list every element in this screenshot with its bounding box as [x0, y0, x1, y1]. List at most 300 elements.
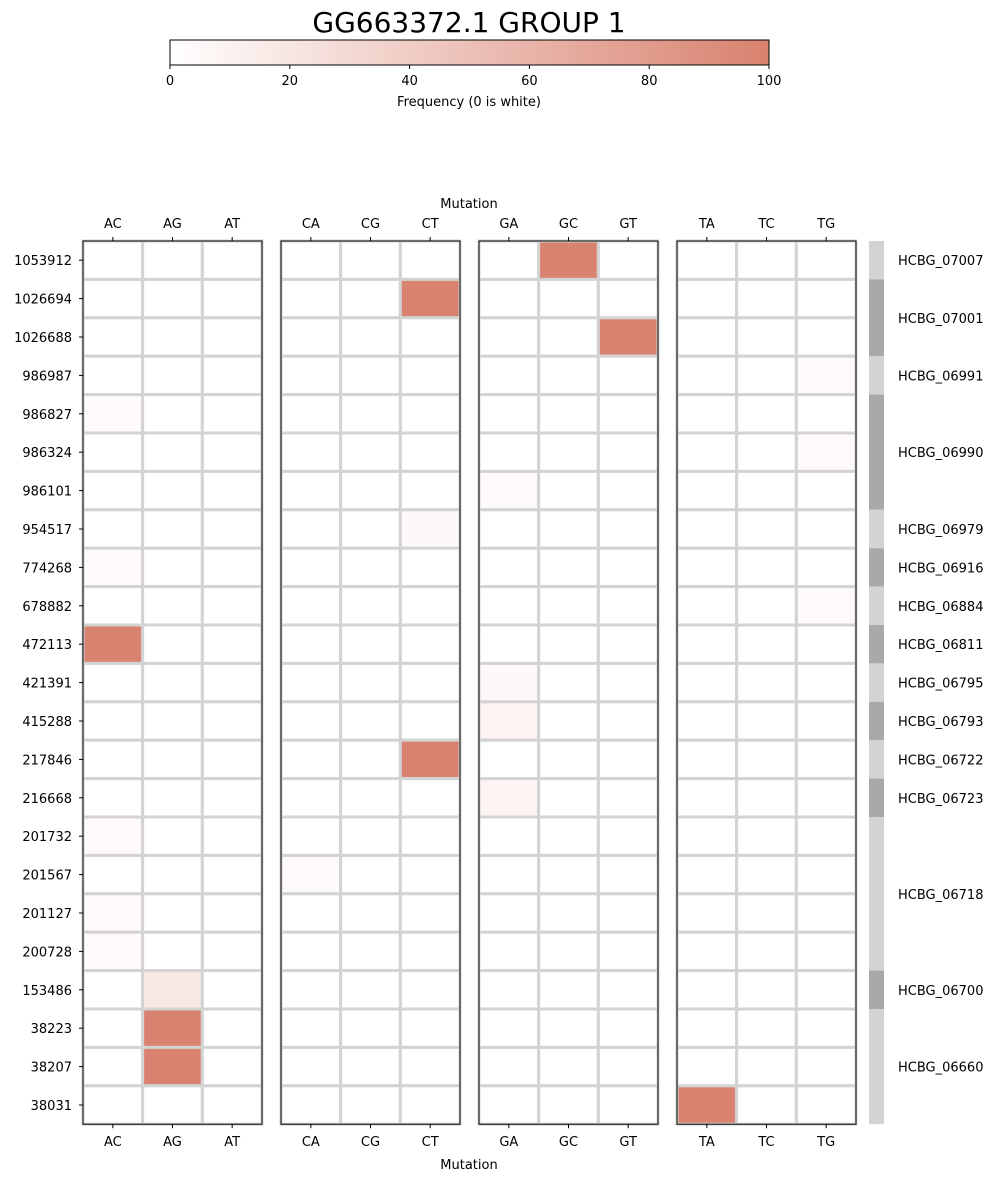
heatmap-cell [796, 587, 856, 625]
row-label: 201732 [22, 830, 72, 846]
heatmap-cell [281, 395, 341, 433]
heatmap-cell [479, 356, 539, 394]
x-tick-label-bottom: CG [360, 1135, 381, 1151]
heatmap-cell [400, 740, 460, 778]
heatmap-cell [539, 894, 599, 932]
gene-label: HCBG_06884 [898, 599, 984, 615]
heatmap-cell [143, 932, 203, 970]
x-tick-label-bottom: CA [301, 1135, 320, 1151]
heatmap-cell [83, 587, 143, 625]
x-tick-label-top: TC [758, 217, 775, 232]
heatmap-cell [202, 894, 262, 932]
heatmap-cell [341, 894, 401, 932]
heatmap-cell [281, 625, 341, 663]
heatmap-cell [796, 241, 856, 279]
heatmap-cell [83, 855, 143, 893]
heatmap-cell [341, 395, 401, 433]
heatmap-cell [796, 395, 856, 433]
heatmap-cell [341, 318, 401, 356]
heatmap-cell [400, 587, 460, 625]
heatmap-cell [400, 1086, 460, 1124]
heatmap-cell [539, 510, 599, 548]
heatmap-cell [677, 1009, 737, 1047]
row-label: 954517 [22, 523, 72, 538]
heatmap-cell [143, 740, 203, 778]
heatmap-cell [479, 1047, 539, 1085]
row-label: 1053912 [14, 254, 72, 270]
gene-annotation-segment [869, 241, 884, 279]
heatmap-cell [598, 894, 658, 932]
heatmap-cell [281, 1009, 341, 1047]
heatmap-cell [83, 1009, 143, 1047]
heatmap-cell [796, 1009, 856, 1047]
x-tick-label-bottom: AT [224, 1135, 241, 1151]
heatmap-cell [281, 587, 341, 625]
heatmap-cell [281, 548, 341, 586]
heatmap-cell [202, 510, 262, 548]
heatmap-cell [479, 779, 539, 817]
row-label: 153486 [22, 983, 72, 999]
heatmap-cell [796, 1086, 856, 1124]
heatmap-cell [341, 1086, 401, 1124]
gene-label: HCBG_06811 [898, 638, 984, 654]
heatmap-cell [400, 548, 460, 586]
x-tick-label-bottom: GC [558, 1135, 579, 1151]
heatmap-cell [479, 740, 539, 778]
heatmap-cell [737, 1047, 797, 1085]
row-label: 201567 [22, 868, 72, 884]
heatmap-cell [479, 471, 539, 509]
heatmap-cell [143, 510, 203, 548]
heatmap-cell [83, 779, 143, 817]
heatmap-cell [737, 279, 797, 317]
gene-annotation-segment [869, 779, 884, 817]
heatmap-cell [737, 471, 797, 509]
heatmap-cell [143, 855, 203, 893]
heatmap-cell [677, 663, 737, 701]
heatmap-cell [479, 625, 539, 663]
heatmap-cell [598, 971, 658, 1009]
x-tick-label-bottom: GA [499, 1135, 519, 1151]
heatmap-cell [202, 279, 262, 317]
heatmap-cell [202, 241, 262, 279]
heatmap-cell [400, 817, 460, 855]
heatmap-cell [202, 740, 262, 778]
heatmap-cell [598, 395, 658, 433]
heatmap-cell [598, 1047, 658, 1085]
row-label: 472113 [22, 638, 72, 654]
x-tick-label-top: GT [619, 217, 637, 232]
heatmap-cell [677, 894, 737, 932]
heatmap-cell [400, 279, 460, 317]
heatmap-cell [677, 279, 737, 317]
heatmap-cell [281, 510, 341, 548]
heatmap-cell [202, 318, 262, 356]
colorbar-tick-label: 100 [756, 74, 782, 89]
heatmap-cell [400, 779, 460, 817]
heatmap-cell [83, 510, 143, 548]
heatmap-cell [143, 1047, 203, 1085]
heatmap-cell [281, 318, 341, 356]
gene-annotation-segment [869, 740, 884, 778]
heatmap-cell [281, 1047, 341, 1085]
heatmap-cell [281, 855, 341, 893]
heatmap-cell [479, 241, 539, 279]
heatmap-cell [796, 817, 856, 855]
heatmap-panel-t [677, 217, 856, 1150]
heatmap-cell [143, 318, 203, 356]
heatmap-cell [539, 587, 599, 625]
heatmap-cell [341, 817, 401, 855]
heatmap-cell [143, 241, 203, 279]
heatmap-cell [598, 510, 658, 548]
heatmap-cell [479, 395, 539, 433]
heatmap-panel-g [479, 217, 658, 1150]
heatmap-cell [539, 779, 599, 817]
heatmap-cell [539, 817, 599, 855]
heatmap-cell [737, 395, 797, 433]
heatmap-cell [796, 971, 856, 1009]
heatmap-cell [737, 548, 797, 586]
heatmap-cell [677, 702, 737, 740]
heatmap-cell [598, 932, 658, 970]
heatmap-cell [598, 1009, 658, 1047]
heatmap-cell [677, 1047, 737, 1085]
heatmap-cell [202, 663, 262, 701]
row-label: 1026688 [14, 331, 72, 346]
row-label: 38031 [30, 1099, 72, 1114]
heatmap-cell [83, 817, 143, 855]
heatmap-cell [539, 702, 599, 740]
x-tick-label-top: TA [698, 217, 715, 232]
heatmap-cell [341, 932, 401, 970]
heatmap-cell [737, 1086, 797, 1124]
gene-label: HCBG_06795 [898, 676, 984, 692]
x-tick-label-top: CT [421, 217, 439, 232]
heatmap-cell [479, 587, 539, 625]
heatmap-cell [677, 433, 737, 471]
heatmap-cell [539, 932, 599, 970]
gene-label: HCBG_06979 [898, 523, 984, 538]
heatmap-cell [83, 395, 143, 433]
heatmap-cell [341, 587, 401, 625]
heatmap-cell [341, 625, 401, 663]
x-tick-label-bottom: TG [817, 1135, 836, 1151]
gene-label: HCBG_07001 [898, 311, 984, 327]
heatmap-cell [737, 817, 797, 855]
heatmap-cell [400, 433, 460, 471]
heatmap-cell [281, 894, 341, 932]
heatmap-cell [143, 279, 203, 317]
heatmap-cell [796, 471, 856, 509]
heatmap-cell [677, 241, 737, 279]
x-axis-label-bottom: Mutation [440, 1158, 498, 1173]
row-label: 1026694 [14, 292, 72, 308]
heatmap-cell [341, 971, 401, 1009]
heatmap-cell [341, 740, 401, 778]
heatmap-cell [202, 971, 262, 1009]
heatmap-cell [677, 817, 737, 855]
heatmap-cell [539, 740, 599, 778]
colorbar-tick-label: 0 [165, 74, 175, 89]
heatmap-cell [341, 779, 401, 817]
heatmap-cell [400, 971, 460, 1009]
heatmap-cell [479, 279, 539, 317]
heatmap-cell [83, 548, 143, 586]
heatmap-cell [598, 855, 658, 893]
heatmap-cell [677, 587, 737, 625]
x-tick-label-top: TG [817, 217, 836, 232]
heatmap-cell [737, 702, 797, 740]
row-label: 217846 [22, 753, 72, 769]
heatmap-cell [83, 894, 143, 932]
heatmap-cell [281, 932, 341, 970]
heatmap-cell [281, 356, 341, 394]
colorbar-label: Frequency (0 is white) [397, 95, 541, 110]
heatmap-cell [143, 1009, 203, 1047]
heatmap-cell [598, 779, 658, 817]
heatmap-cell [677, 779, 737, 817]
heatmap-cell [281, 241, 341, 279]
heatmap-cell [83, 433, 143, 471]
heatmap-cell [143, 779, 203, 817]
heatmap-cell [281, 1086, 341, 1124]
heatmap-cell [598, 433, 658, 471]
heatmap-cell [341, 548, 401, 586]
heatmap-cell [202, 625, 262, 663]
heatmap-cell [796, 625, 856, 663]
heatmap-cell [83, 471, 143, 509]
heatmap-cell [202, 779, 262, 817]
row-label: 201127 [22, 907, 72, 922]
gene-annotation-segment [869, 279, 884, 356]
heatmap-cell [539, 663, 599, 701]
heatmap-cell [202, 855, 262, 893]
heatmap-cell [83, 971, 143, 1009]
heatmap-cell [737, 625, 797, 663]
heatmap-cell [202, 1086, 262, 1124]
heatmap-cell [796, 433, 856, 471]
heatmap-cell [400, 894, 460, 932]
heatmap-cell [677, 548, 737, 586]
heatmap-cell [202, 471, 262, 509]
heatmap-cell [341, 1009, 401, 1047]
heatmap-cell [677, 395, 737, 433]
heatmap-cell [479, 971, 539, 1009]
gene-annotation-bar [869, 241, 983, 1124]
heatmap-cell [143, 356, 203, 394]
colorbar-ticks [166, 65, 782, 89]
heatmap-cell [202, 395, 262, 433]
heatmap-cell [598, 279, 658, 317]
x-tick-label-top: AT [224, 217, 241, 232]
heatmap-cell [737, 932, 797, 970]
chart-title: GG663372.1 GROUP 1 [312, 6, 626, 39]
heatmap-cell [539, 855, 599, 893]
heatmap-cell [143, 894, 203, 932]
heatmap-cell [143, 471, 203, 509]
heatmap-cell [539, 1086, 599, 1124]
heatmap-cell [796, 279, 856, 317]
colorbar [170, 40, 769, 65]
heatmap-cell [796, 855, 856, 893]
heatmap-cell [598, 548, 658, 586]
gene-annotation-segment [869, 971, 884, 1009]
heatmap-cell [737, 971, 797, 1009]
row-label: 986987 [22, 369, 72, 385]
heatmap-cell [479, 318, 539, 356]
heatmap-cell [202, 817, 262, 855]
heatmap-cell [479, 510, 539, 548]
heatmap-cell [479, 1009, 539, 1047]
heatmap-cell [143, 702, 203, 740]
heatmap-cell [143, 433, 203, 471]
heatmap-cell [598, 471, 658, 509]
heatmap-cell [796, 932, 856, 970]
gene-label: HCBG_06718 [898, 887, 984, 903]
heatmap-cell [341, 279, 401, 317]
heatmap-cell [143, 663, 203, 701]
x-tick-label-bottom: AC [103, 1135, 122, 1151]
heatmap-cell [281, 817, 341, 855]
gene-label: HCBG_06660 [898, 1060, 984, 1076]
heatmap-cell [539, 1047, 599, 1085]
heatmap-cell [83, 1086, 143, 1124]
heatmap-cell [83, 932, 143, 970]
heatmap-cell [281, 702, 341, 740]
row-label: 200728 [22, 945, 72, 961]
heatmap-cell [400, 663, 460, 701]
heatmap-cell [83, 241, 143, 279]
heatmap-cell [143, 971, 203, 1009]
heatmap-cell [737, 318, 797, 356]
heatmap-cell [341, 855, 401, 893]
gene-annotation-segment [869, 395, 884, 510]
heatmap-cell [83, 740, 143, 778]
heatmap-cell [341, 356, 401, 394]
heatmap-cell [341, 663, 401, 701]
heatmap-cell [539, 241, 599, 279]
heatmap-cell [598, 702, 658, 740]
heatmap-cell [796, 356, 856, 394]
gene-annotation-segment [869, 702, 884, 740]
heatmap-cell [202, 548, 262, 586]
heatmap-cell [83, 702, 143, 740]
x-tick-label-top: GC [558, 217, 579, 232]
heatmap-cell [677, 1086, 737, 1124]
x-tick-label-top: AC [103, 217, 122, 232]
heatmap-cell [796, 702, 856, 740]
heatmap-cell [539, 318, 599, 356]
heatmap-cell [479, 702, 539, 740]
heatmap-cell [539, 356, 599, 394]
heatmap-cell [400, 932, 460, 970]
row-label: 216668 [22, 791, 72, 807]
heatmap-cell [598, 740, 658, 778]
heatmap-cell [598, 817, 658, 855]
heatmap-cell [143, 1086, 203, 1124]
x-axis-label-top: Mutation [440, 197, 498, 212]
heatmap-cell [479, 1086, 539, 1124]
heatmap-cell [796, 894, 856, 932]
heatmap-cell [400, 1047, 460, 1085]
heatmap-cell [202, 587, 262, 625]
heatmap-cell [143, 548, 203, 586]
heatmap-cell [737, 241, 797, 279]
heatmap-cell [677, 510, 737, 548]
heatmap-cell [479, 855, 539, 893]
x-tick-label-top: CA [301, 217, 320, 232]
row-label: 986101 [22, 484, 72, 500]
heatmap-cell [202, 1009, 262, 1047]
heatmap-cell [479, 433, 539, 471]
heatmap-cell [737, 587, 797, 625]
heatmap-panel-c [281, 217, 460, 1150]
heatmap-cell [400, 395, 460, 433]
gene-label: HCBG_06793 [898, 715, 984, 730]
heatmap-cell [341, 241, 401, 279]
heatmap-cell [479, 817, 539, 855]
gene-label: HCBG_06916 [898, 561, 984, 577]
heatmap-cell [400, 625, 460, 663]
heatmap-cell [737, 779, 797, 817]
heatmap-cell [539, 1009, 599, 1047]
heatmap-cell [677, 855, 737, 893]
heatmap-cell [341, 702, 401, 740]
heatmap-cell [737, 356, 797, 394]
heatmap-cell [539, 471, 599, 509]
heatmap-cell [479, 548, 539, 586]
heatmap-cell [737, 1009, 797, 1047]
heatmap-cell [598, 1086, 658, 1124]
heatmap-cell [341, 1047, 401, 1085]
heatmap-cell [737, 740, 797, 778]
heatmap-cell [796, 1047, 856, 1085]
row-labels [14, 254, 83, 1114]
heatmap-cell [202, 433, 262, 471]
heatmap-panels [83, 217, 856, 1150]
heatmap-cell [479, 894, 539, 932]
heatmap-cell [83, 625, 143, 663]
row-label: 38223 [30, 1022, 72, 1038]
heatmap-cell [143, 587, 203, 625]
heatmap-cell [737, 894, 797, 932]
x-tick-label-bottom: TA [698, 1135, 715, 1151]
row-label: 774268 [22, 561, 72, 577]
heatmap-cell [281, 279, 341, 317]
heatmap-cell [539, 279, 599, 317]
heatmap-cell [341, 471, 401, 509]
heatmap-cell [341, 433, 401, 471]
heatmap-cell [539, 395, 599, 433]
heatmap-cell [737, 433, 797, 471]
heatmap-cell [400, 356, 460, 394]
heatmap-cell [281, 740, 341, 778]
heatmap-cell [400, 241, 460, 279]
heatmap-cell [598, 663, 658, 701]
gene-label: HCBG_06991 [898, 369, 984, 385]
row-label: 421391 [22, 676, 72, 692]
x-tick-label-bottom: GT [619, 1135, 637, 1151]
heatmap-cell [143, 625, 203, 663]
x-tick-label-top: GA [499, 217, 519, 232]
gene-annotation-segment [869, 587, 884, 625]
gene-label: HCBG_06723 [898, 791, 984, 807]
heatmap-cell [737, 855, 797, 893]
heatmap-cell [677, 471, 737, 509]
colorbar-tick-label: 20 [281, 74, 299, 89]
heatmap-cell [677, 932, 737, 970]
